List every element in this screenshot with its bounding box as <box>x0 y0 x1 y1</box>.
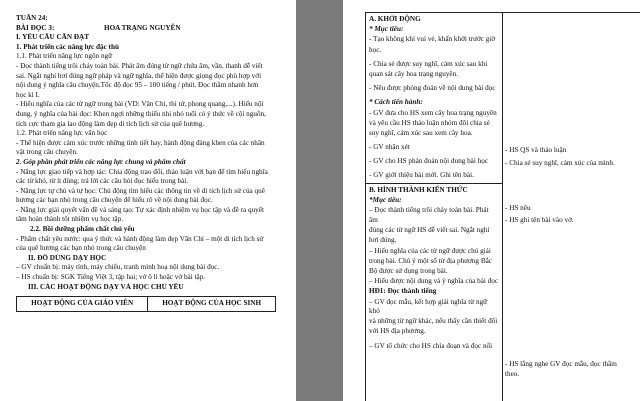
lesson-label: BÀI ĐỌC 3: <box>16 23 55 32</box>
goal-item: học. <box>369 45 382 54</box>
goal-item: – Đọc thành tiếng trôi chảy toàn bài. Phát âm <box>369 206 489 224</box>
step-item: - GV nhận xét <box>369 143 410 152</box>
section-3-title: III. CÁC HOẠT ĐỘNG DẠY VÀ HỌC CHỦ YẾU <box>28 282 184 291</box>
text-line: - Năng lực tự chủ và tự học: Chủ động tìm hiểu các thông tin về di tích lịch sử của quê <box>16 186 265 195</box>
activities-table-header <box>16 296 276 312</box>
goal-item: trong bài. Chủ ý một số từ địa phương Bắc <box>369 256 492 265</box>
text-line: - Đọc thành tiếng trôi chảy toàn bài. Phát âm đúng từ ngữ chứa âm, vần, thanh dễ viết <box>16 61 263 70</box>
text-line: các từ khó, từ ít dùng; trả lời các câu hỏi đọc hiểu trong bài. <box>16 177 189 186</box>
hd1-title: HĐ1: Đọc thành tiếng <box>369 287 437 296</box>
step-item: và những từ ngữ khác, nếu thấy cần thiết đối <box>369 317 498 326</box>
paragraph-qualities <box>16 235 282 254</box>
step-item: và yêu cầu HS thảo luận nhóm đôi chia sẻ <box>369 118 490 127</box>
goal-item: đúng các từ ngữ HS dễ viết sai. Ngắt nghỉ <box>369 226 490 235</box>
section-b-goal: *Mục tiêu: <box>369 196 402 205</box>
student-activities-b <box>505 204 639 226</box>
text-line: - Phẩm chất yêu nước: qua ý thức và hành động làm đẹp Văn Chỉ – một di tích lịch sử <box>16 234 264 243</box>
text-line: - Thể hiện được cảm xúc trước những tình tiết hay, hành động đáng khen của các nhân <box>16 138 265 147</box>
row-separator <box>366 183 502 184</box>
text-line: tích cực tham gia lao động làm đẹp di tích lịch sử của quê hương. <box>16 119 205 128</box>
text-line: vật trong câu chuyện. <box>16 148 78 157</box>
goal-item: hơi đúng. <box>369 236 397 245</box>
section-b-title: B. HÌNH THÀNH KIẾN THỨC <box>369 186 468 195</box>
text-line: của quê hương các bạn nhỏ trong câu chuyện <box>16 244 146 253</box>
goal-item: quan sát cây hoa trạng nguyên. <box>369 69 459 78</box>
student-activity-header: HOẠT ĐỘNG CỦA HỌC SINH <box>148 297 276 312</box>
goal-item: – Hiểu nghĩa của các từ ngữ được chú giải <box>369 246 491 255</box>
paragraph-materials <box>16 263 282 282</box>
step-item: - GV cho HS phán đoán nội dung bài học <box>369 157 489 166</box>
step-item: với HS địa phương. <box>369 327 426 336</box>
student-item: - HS ghi tên bài vào vở. <box>505 216 574 225</box>
goal-item: - Chia sẻ được suy nghĩ, cảm xúc sau khi <box>369 59 488 68</box>
goal-item: - Tạo không khí vui vẻ, khấn khởi trước giờ <box>369 35 496 44</box>
student-item: - HS lắng nghe GV đọc mẫu, đọc thầm <box>505 360 617 368</box>
left-document-page <box>0 0 296 401</box>
student-item: theo. <box>505 370 520 379</box>
lesson-header <box>16 24 282 34</box>
step-item: suy nghĩ, cảm xúc sau xem cây hoa. <box>369 128 473 137</box>
text-line: học kì I. <box>16 90 40 99</box>
section-a-title: A. KHỞI ĐỘNG <box>369 15 421 23</box>
text-line: tâm hoàn thành tốt nhiệm vụ học tập. <box>16 215 123 224</box>
text-line: - Năng lực giải quyết vấn đề và sáng tạo: Tự xác định nhiệm vụ học tập và đề ra quyết <box>16 205 264 214</box>
teacher-activity-header: HOẠT ĐỘNG CỦA GIÁO VIÊN <box>17 297 148 312</box>
text-line: - Hiểu nghĩa của các từ ngữ trong bài (VD: Vân Chi, thì tứ, phong quang,...). Hiểu nội <box>16 100 264 109</box>
week-heading: TUẦN 24: <box>16 14 48 22</box>
text-line: dung, ý nghĩa của bài đọc: Khen ngợi những thiếu nhi nhỏ tuổi có ý thức về cội nguồn, <box>16 109 266 118</box>
step-item: - GV giới thiệu bài mới. Ghi tên bài. <box>369 171 474 180</box>
paragraph-vocabulary <box>16 100 282 129</box>
paragraph-literature <box>16 139 282 158</box>
student-activities-hd1 <box>505 360 639 380</box>
right-document-page <box>343 0 640 401</box>
section-1-title: I. YÊU CẦU CẦN ĐẠT <box>16 33 90 42</box>
step-item: – GV đọc mẫu, kết hợp giải nghĩa từ ngữ khó <box>369 297 488 316</box>
text-line: – GV chuẩn bị: máy tính, máy chiếu, tranh minh hoạ nội dung bài đọc. <box>16 263 220 272</box>
student-item: - HS QS và thảo luận <box>505 146 567 154</box>
goal-item: Bộ được sử dụng trong bài. <box>369 266 448 275</box>
lesson-activities-table <box>365 12 640 401</box>
paragraph-general-competencies <box>16 168 282 226</box>
section-2-2-title: 2.2. Bồi dưỡng phẩm chất chủ yếu <box>30 225 135 234</box>
goal-item: – Hiểu được nội dung và ý nghĩa của bài đọc <box>369 277 499 286</box>
teacher-activities-column <box>369 15 499 352</box>
section-1-2-title: 2. Góp phần phát triển các năng lực chung và phẩm chất <box>16 157 186 166</box>
section-a-goal: * Mục tiêu: <box>369 25 404 34</box>
student-item: - HS nêu <box>505 204 531 212</box>
column-divider <box>502 13 503 401</box>
step-item: - GV đưa cho HS xem cây hoa trạng nguyên <box>369 108 497 117</box>
section-1-1-title: 1. Phát triển các năng lực đặc thù <box>16 42 119 51</box>
text-line: – HS chuẩn bị: SGK Tiếng Việt 3, tập hai; vở ô li hoặc vở bài tập. <box>16 273 206 282</box>
student-activities-a <box>505 146 639 169</box>
text-line: hương các bạn nhỏ trong câu chuyện để hiểu rõ về nội dung bài đọc. <box>16 196 213 205</box>
goal-item: - Nêu được phỏng đoán về nội dung bài đọc <box>369 84 496 93</box>
section-a-method: * Cách tiến hành: <box>369 98 423 107</box>
lesson-title: HOA TRẠNG NGUYÊN <box>104 23 181 32</box>
student-item: - Chia sẻ suy nghĩ, cảm xúc của mình. <box>505 159 615 168</box>
subsection-1-1: 1.1. Phát triển năng lực ngôn ngữ <box>16 52 113 61</box>
section-2-title: II. ĐỒ DÙNG DẠY HỌC <box>28 253 107 262</box>
text-line: sai. Ngắt nghỉ hơi đúng ngữ pháp và ngữ nghĩa, thể hiện được giọng đọc phù hợp với <box>16 71 262 80</box>
subsection-1-2: 1.2. Phát triển năng lực văn học <box>16 129 108 138</box>
paragraph-reading-fluency <box>16 62 282 100</box>
step-item: – GV tổ chức cho HS chia đoạn và đọc nối <box>369 341 493 350</box>
text-line: nội dung ý nghĩa câu chuyện.Tốc độ đọc 95 – 100 tiếng / phút. Đọc thầm nhanh hơn <box>16 81 259 90</box>
text-line: - Năng lực giao tiếp và hợp tác: Chia động trao đổi, thảo luận với bạn để tìm hiểu nghĩa <box>16 167 268 176</box>
